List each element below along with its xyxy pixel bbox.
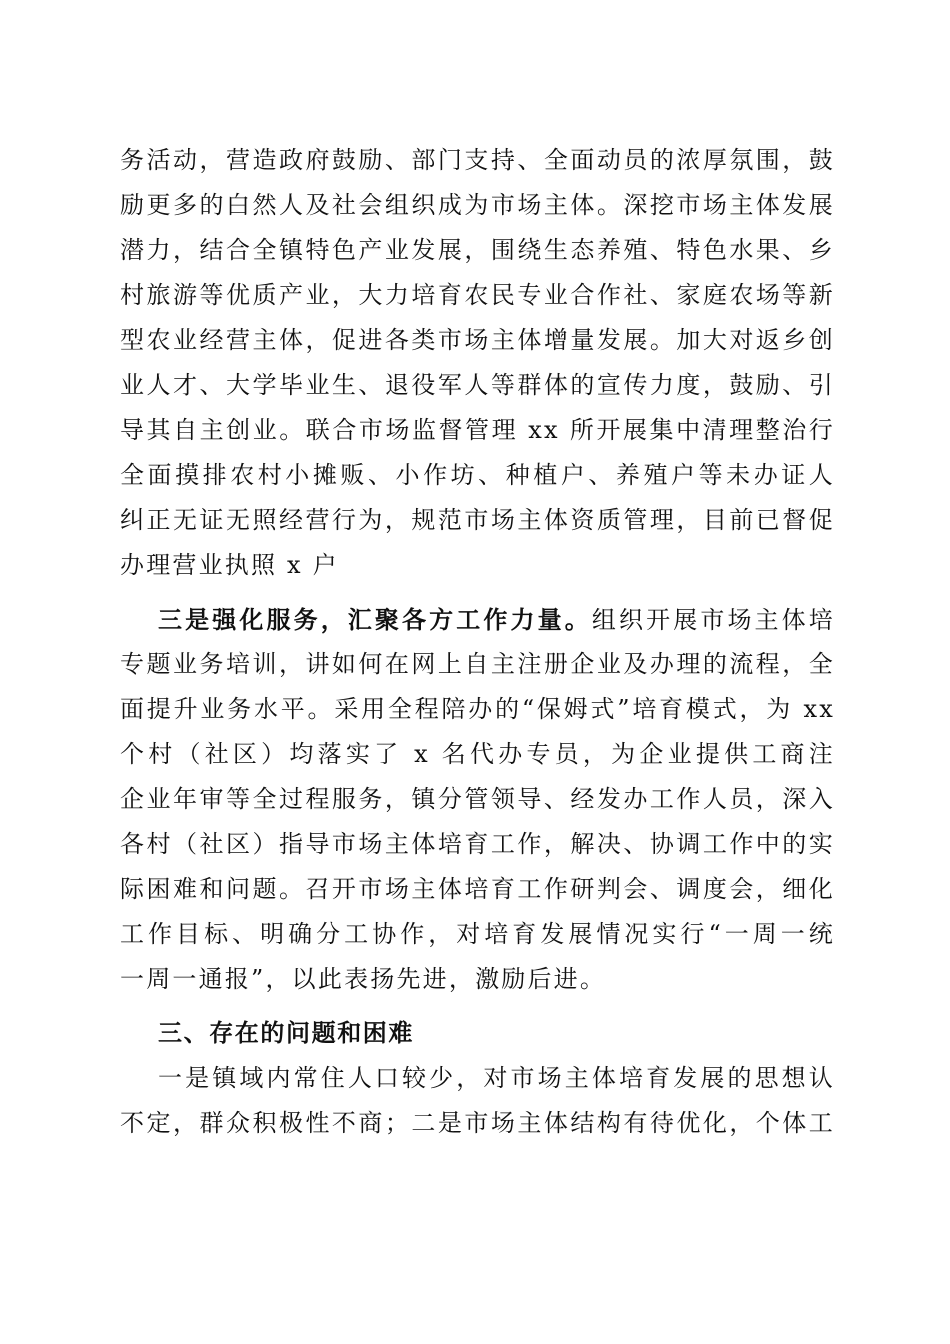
paragraph-line: 工作目标、明确分工协作，对培育发展情况实行“一周一统 [120,920,835,948]
paragraph-line: 村旅游等优质产业，大力培育农民专业合作社、家庭农场等新 [120,281,835,309]
paragraph-first-line [120,597,835,642]
paragraph-first-line: 一是镇域内常住人口较少，对市场主体培育发展的思想认 [158,1064,835,1092]
paragraph-line: 潜力，结合全镇特色产业发展，围绕生态养殖、特色水果、乡 [120,236,835,264]
paragraph-line: 励更多的白然人及社会组织成为市场主体。深挖市场主体发展 [120,191,835,219]
paragraph-lead: 三是强化服务，汇聚各方工作力量。 [158,605,592,634]
paragraph-line: 企业年审等全过程服务，镇分管领导、经发办工作人员，深入 [120,785,835,813]
paragraph-line: 专题业务培训，讲如何在网上自主注册企业及办理的流程，全 [120,650,835,678]
paragraph-problems [120,1056,835,1146]
paragraph-line: 导其自主创业。联合市场监督管理 xx 所开展集中清理整治行 [120,416,835,444]
paragraph-line: 际困难和问题。召开市场主体培育工作研判会、调度会，细化 [120,875,835,903]
paragraph-lead-rest: 组织开展市场主体培 [591,606,835,634]
paragraph-line: 个村（社区）均落实了 x 名代办专员，为企业提供工商注 [120,740,835,768]
paragraph-line: 型农业经营主体，促进各类市场主体增量发展。加大对返乡创 [120,326,835,354]
paragraph-line: 不定，群众积极性不商；二是市场主体结构有待优化，个体工 [120,1109,835,1137]
paragraph-line: 全面摸排农村小摊贩、小作坊、种植户、养殖户等未办证人 [120,461,835,489]
document-body [120,138,835,1146]
paragraph-line: 面提升业务水平。采用全程陪办的“保姆式”培育模式，为 xx [120,695,835,723]
paragraph-line: 务活动，营造政府鼓励、部门支持、全面动员的浓厚氛围，鼓 [120,146,835,174]
paragraph-line: 一周一通报”，以此表扬先进，激励后进。 [120,965,607,993]
paragraph-line: 办理营业执照 x 户 [120,551,339,579]
paragraph-line: 纠正无证无照经营行为，规范市场主体资质管理，目前已督促 [120,506,835,534]
section-heading: 三、存在的问题和困难 [158,1019,414,1047]
paragraph-market-cultivation [120,138,835,588]
paragraph-line: 业人才、大学毕业生、退役军人等群体的宣传力度，鼓励、引 [120,371,835,399]
paragraph-strengthen-service [120,597,835,1002]
paragraph-line: 各村（社区）指导市场主体培育工作，解决、协调工作中的实 [120,830,835,858]
